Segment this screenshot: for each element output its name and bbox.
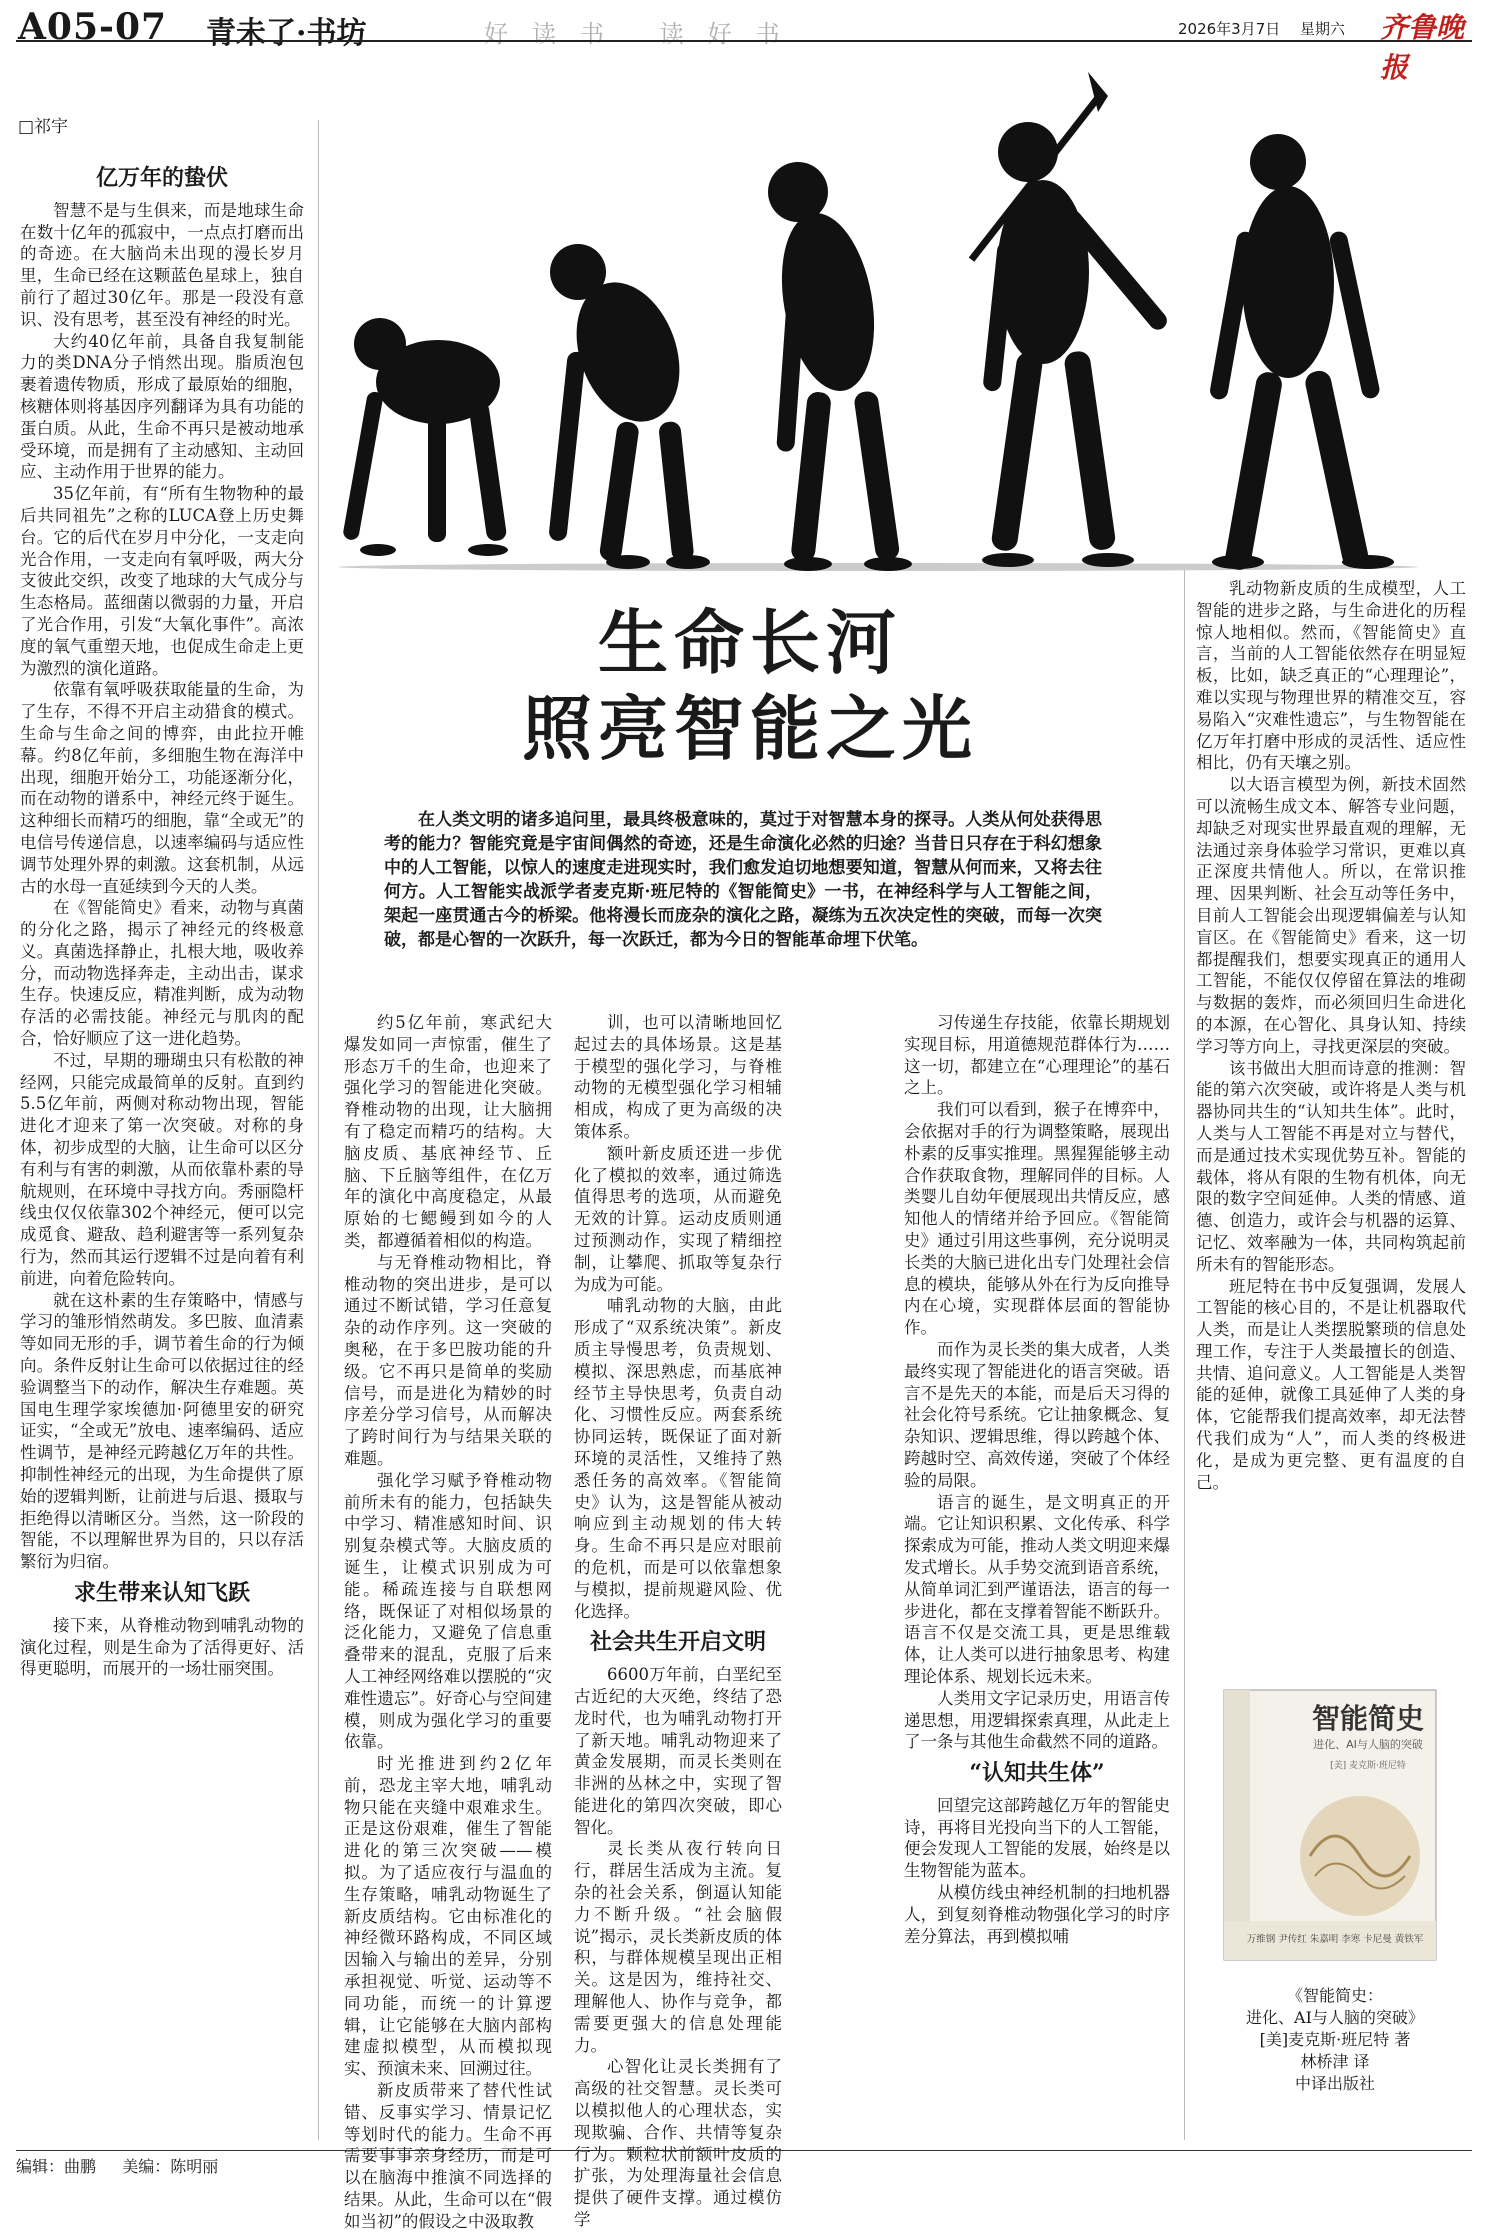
column-3 <box>574 1012 782 2231</box>
paragraph: 而作为灵长类的集大成者，人类最终实现了智能进化的语言突破。语言不是先天的本能，而是后天习得的社会化符号系统。它让抽象概念、复杂知识、逻辑思维，得以跨越个体、跨越时空、高效传递，突破了个体经验的局限。 <box>904 1339 1170 1490</box>
paragraph: 哺乳动物的大脑，由此形成了“双系统决策”。新皮质主导慢思考，负责规划、模拟、深思熟虑，而基底神经节主导快思考，负责自动化、习惯性反应。两套系统协同运转，既保证了面对新环境的灵活性，又维持了熟悉任务的高效率。《智能简史》认为，这是智能从被动响应到主动规划的伟大转身。生命不再只是应对眼前的危机，而是可以依靠想象与模拟，提前规避风险、优化选择。 <box>574 1296 782 1621</box>
book-cover-subtitle: 进化、AI与人脑的突破 <box>1313 1738 1423 1751</box>
paragraph: 智慧不是与生俱来，而是地球生命在数十亿年的孤寂中，一点点打磨而出的奇迹。在大脑尚未出现的漫长岁月里，生命已经在这颗蓝色星球上，独自前行了超过30亿年。那是一段没有意识、没有思考，甚至没有神经的时光。 <box>20 200 304 329</box>
issue-weekday: 星期六 <box>1300 20 1346 38</box>
paragraph: 在《智能简史》看来，动物与真菌的分化之路，揭示了神经元的终极意义。真菌选择静止，扎根大地，吸收养分，而动物选择奔走，主动出击，谋求生存。快速反应，精准判断，成为动物存活的必需技能。神经元与肌肉的配合，恰好顺应了这一进化趋势。 <box>20 898 304 1049</box>
footer-rule <box>16 2150 1472 2151</box>
headline-line1: 生命长河 <box>598 601 902 684</box>
column-4 <box>904 1012 1170 1947</box>
book-cover-recommenders: 万维钢 尹传红 朱嘉明 李寒 卡尼曼 黄铁军 <box>1246 1934 1424 1945</box>
book-caption <box>1210 1985 1460 2095</box>
paragraph: 不过，早期的珊瑚虫只有松散的神经网，只能完成最简单的反射。直到约5.5亿年前，两侧对称动物出现，智能进化才迎来了第一次突破。对称的身体，初步成型的大脑，让生命可以区分有利与有害的刺激，从而依靠朴素的导航规则，在环境中寻找方向。秀丽隐杆线虫仅仅依靠302个神经元，便可以完成觅食、避敌、趋利避害等一系列复杂行为，然而其运行逻辑不过是向着有利前进，向着危险转向。 <box>20 1050 304 1288</box>
paragraph: 语言的诞生，是文明真正的开端。它让知识积累、文化传承、科学探索成为可能，推动人类文明迎来爆发式增长。从手势交流到语音系统，从简单词汇到严谨语法，语言的每一步进化，都在支撑着智能不断跃升。语言不仅是交流工具，更是思维载体，让人类可以进行抽象思考、构建理论体系、规划长远未来。 <box>904 1492 1170 1686</box>
paragraph: 灵长类从夜行转向日行，群居生活成为主流。复杂的社会关系，倒逼认知能力不断升级。“社会脑假说”揭示，灵长类新皮质的体积，与群体规模呈现出正相关。这是因为，维持社交、理解他人、协作与竞争，都需要更强大的信息处理能力。 <box>574 1839 782 2055</box>
footer <box>16 2154 218 2177</box>
newspaper-logo: 齐鲁晚报 <box>1380 11 1465 84</box>
paragraph: 人类用文字记录历史，用语言传递思想，用逻辑探索真理，从此走上了一条与其他生命截然不同的道路。 <box>904 1688 1170 1752</box>
paragraph: 训，也可以清晰地回忆起过去的具体场景。这是基于模型的强化学习，与脊椎动物的无模型强化学习相辅相成，构成了更为高级的决策体系。 <box>574 1013 782 1141</box>
paragraph: 35亿年前，有“所有生物物种的最后共同祖先”之称的LUCA登上历史舞台。它的后代在岁月中分化，一支走向光合作用，一支走向有氧呼吸，两大分支彼此交织，改变了地球的大气成分与生态格局。蓝细菌以微弱的力量，开启了光合作用，引发“大氧化事件”。高浓度的氧气重塑天地，也促成生命走上更为激烈的演化道路。 <box>20 484 304 678</box>
issue-date: 2026年3月7日 <box>1178 20 1281 38</box>
paragraph: 我们可以看到，猴子在博弈中，会依据对手的行为调整策略，展现出朴素的反事实推理。黑猩猩能够主动合作获取食物，理解同伴的目标。人类婴儿自幼年便展现出共情反应，感知他人的情绪并给予回应。《智能简史》通过引用这些事例，充分说明灵长类的大脑已进化出专门处理社会信息的模块，能够从外在行为反向推导内在心境，实现群体层面的智能协作。 <box>904 1100 1170 1338</box>
lead-paragraph <box>384 808 1102 952</box>
column-5 <box>1196 578 1466 1493</box>
paragraph: 心智化让灵长类拥有了高级的社交智慧。灵长类可以模拟他人的心理状态，实现欺骗、合作、共情等复杂行为。颗粒状前额叶皮质的扩张，为处理海量社会信息提供了硬件支撑。通过模仿学 <box>574 2057 782 2230</box>
subheading: “认知共生体” <box>969 1760 1105 1787</box>
byline: □祁宇 <box>18 117 69 137</box>
lead-text: 在人类文明的诸多追问里，最具终极意味的，莫过于对智慧本身的探寻。人类从何处获得思考的能力？智能究竟是宇宙间偶然的奇迹，还是生命演化必然的归途？当昔日只存在于科幻想象中的人工智能，以惊人的速度走进现实时，我们愈发迫切地想要知道，智慧从何而来，又将去往何方。人工智能实战派学者麦克斯·班尼特的《智能简史》一书，在神经科学与人工智能之间，架起一座贯通古今的桥梁。他将漫长而庞杂的演化之路，凝练为五次决定性的突破，而每一次突破，都是心智的一次跃升，每一次跃迁，都为今日的智能革命埋下伏笔。 <box>384 810 1102 950</box>
paragraph: 该书做出大胆而诗意的推测：智能的第六次突破，或许将是人类与机器协同共生的“认知共生体”。此时，人类与人工智能不再是对立与替代，而是通过技术实现优势互补。智能的载体，将从有限的生物有机体，向无限的数字空间延伸。人类的情感、道德、创造力，或许会与机器的运算、记忆、效率融为一体，共同构筑起前所未有的智能形态。 <box>1196 1058 1466 1274</box>
masthead-rule <box>16 40 1472 42</box>
caption-translator: 林桥津 译 <box>1300 2052 1370 2071</box>
paragraph: 强化学习赋予脊椎动物前所未有的能力，包括缺失中学习、精准感知时间、识别复杂模式等。大脑皮质的诞生，让模式识别成为可能。稀疏连接与自联想网络，既保证了对相似场景的泛化能力，又避免了信息重叠带来的混乱，克服了后来人工神经网络难以摆脱的“灾难性遗忘”。好奇心与空间建模，则成为强化学习的重要依靠。 <box>344 1470 552 1752</box>
human-evolution-illustration <box>318 62 1446 572</box>
paragraph: 与无脊椎动物相比，脊椎动物的突出进步，是可以通过不断试错，学习任意复杂的动作序列。这一突破的奥秘，在于多巴胺功能的升级。它不再只是简单的奖励信号，而是进化为精妙的时序差分学习信号，从而解决了跨时间行为与结果关联的难题。 <box>344 1252 552 1468</box>
paragraph: 新皮质带来了替代性试错、反事实学习、情景记忆等划时代的能力。生命不再需要事事亲身经历，而是可以在脑海中推演不同选择的结果。从此，生命可以在“假如当初”的假设之中汲取教 <box>344 2081 552 2231</box>
column-1 <box>20 158 304 1680</box>
section-slogan: 好读书 读好书 <box>484 20 804 48</box>
paragraph: 大约40亿年前，具备自我复制能力的类DNA分子悄然出现。脂质泡包裹着遗传物质，形成了最原始的细胞，核糖体则将基因序列翻译为具有功能的蛋白质。从此，生命不再只是被动地承受环境，而是拥有了主动感知、主动回应、主动作用于世界的能力。 <box>20 331 304 482</box>
paragraph: 习传递生存技能，依靠长期规划实现目标，用道德规范群体行为……这一切，都建立在“心理理论”的基石之上。 <box>904 1013 1170 1098</box>
subheading: 求生带来认知飞跃 <box>73 1580 250 1606</box>
column-2 <box>344 1012 552 2233</box>
paragraph: 额叶新皮质还进一步优化了模拟的效率，通过筛选值得思考的选项，从而避免无效的计算。运动皮质则通过预测动作，实现了精细控制，让攀爬、抓取等复杂行为成为可能。 <box>574 1143 782 1294</box>
paragraph: 班尼特在书中反复强调，发展人工智能的核心目的，不是让机器取代人类，而是让人类摆脱繁琐的信息处理工作，专注于人类最擅长的创造、共情、追问意义。人工智能是人类智能的延伸，就像工具延伸了人类的身体，它能帮我们提高效率，却无法替代我们成为“人”，而人类的终极进化，是成为更完整、更有温度的自己。 <box>1196 1276 1466 1492</box>
footer-designer: 美编：陈明丽 <box>122 2157 219 2176</box>
paragraph: 乳动物新皮质的生成模型，人工智能的进步之路，与生命进化的历程惊人地相似。然而，《智能简史》直言，当前的人工智能依然存在明显短板，比如，缺乏真正的“心理理论”，难以实现与物理世界的精准交互，容易陷入“灾难性遗忘”，与生物智能在亿万年打磨中形成的灵活性、适应性相比，仍有天壤之别。 <box>1196 579 1466 773</box>
paragraph: 依靠有氧呼吸获取能量的生命，为了生存，不得不开启主动猎食的模式。生命与生命之间的博弈，由此拉开帷幕。约8亿年前，多细胞生物在海洋中出现，细胞开始分工，功能逐渐分化，而在动物的谱系中，神经元终于诞生。这种细长而精巧的细胞，靠“全或无”的电信号传递信息，以速率编码与适应性调节处理外界的刺激。这套机制，从远古的水母一直延续到今天的人类。 <box>20 680 304 896</box>
book-cover-title: 智能简史 <box>1311 1702 1425 1735</box>
caption-publisher: 中译出版社 <box>1294 2074 1375 2093</box>
book-cover-illustration <box>1220 1686 1440 1964</box>
paragraph: 从模仿线虫神经机制的扫地机器人，到复刻脊椎动物强化学习的时序差分算法，再到模拟哺 <box>904 1883 1170 1946</box>
headline <box>470 600 1030 772</box>
page-number: A05-07 <box>18 6 168 48</box>
paragraph: 时光推进到约2亿年前，恐龙主宰大地，哺乳动物只能在夹缝中艰难求生。正是这份艰难，催生了智能进化的第三次突破——模拟。为了适应夜行与温血的生存策略，哺乳动物诞生了新皮质结构。它由标准化的神经微环路构成，不同区域因输入与输出的差异，分别承担视觉、听觉、运动等不同功能，而统一的计算逻辑，让它能够在大脑内部构建虚拟模型，从而模拟现实、预演未来、回溯过往。 <box>344 1754 552 2079</box>
paragraph: 约5亿年前，寒武纪大爆发如同一声惊雷，催生了形态万千的生命，也迎来了强化学习的智能进化突破。脊椎动物的出现，让大脑拥有了稳定而精巧的结构。大脑皮质、基底神经节、丘脑、下丘脑等组件，在亿万年的演化中高度稳定，从最原始的七鳃鳗到如今的人类，都遵循着相似的构造。 <box>344 1013 552 1250</box>
paragraph: 6600万年前，白垩纪至古近纪的大灭绝，终结了恐龙时代，也为哺乳动物打开了新天地。哺乳动物迎来了黄金发展期，而灵长类则在非洲的丛林之中，实现了智能进化的第四次突破，即心智化。 <box>574 1665 782 1837</box>
column-rule <box>318 120 319 2140</box>
subheading: 社会共生开启文明 <box>589 1629 766 1656</box>
caption-author: [美]麦克斯·班尼特 著 <box>1259 2030 1411 2049</box>
paragraph: 以大语言模型为例，新技术固然可以流畅生成文本、解答专业问题，却缺乏对现实世界最直观的理解，无法通过亲身体验学习常识，更难以真正深度共情他人。所以，在常识推理、因果判断、社会互动等任务中，目前人工智能会出现逻辑偏差与认知盲区。在《智能简史》看来，这一切都提醒我们，想要实现真正的通用人工智能，不能仅仅停留在算法的堆砌与数据的轰炸，而必须回归生命进化的本源，在心智化、具身认知、持续学习等方向上，寻找更深层的突破。 <box>1196 775 1466 1056</box>
paragraph: 回望完这部跨越亿万年的智能史诗，再将目光投向当下的人工智能，便会发现人工智能的发展，始终是以生物智能为蓝本。 <box>904 1795 1170 1881</box>
headline-line2: 照亮智能之光 <box>522 687 978 770</box>
paragraph: 接下来，从脊椎动物到哺乳动物的演化过程，则是生命为了活得更好、活得更聪明，而展开的一场壮丽突围。 <box>20 1615 304 1679</box>
footer-editor: 编辑：曲鹏 <box>16 2157 97 2176</box>
caption-title: 《智能简史： <box>1286 1986 1383 2005</box>
caption-subtitle: 进化、AI与人脑的突破》 <box>1246 2008 1424 2027</box>
subheading: 亿万年的蛰伏 <box>95 165 228 191</box>
column-rule <box>1184 570 1185 2140</box>
book-cover-author: [美] 麦克斯·班尼特 <box>1330 1761 1406 1771</box>
paragraph: 就在这朴素的生存策略中，情感与学习的雏形悄然萌发。多巴胺、血清素等如同无形的手，调节着生命的行为倾向。条件反射让生命可以依据过往的经验调整当下的动作，解决生存难题。英国电生理学家埃德加·阿德里安的研究证实，“全或无”放电、速率编码、适应性调节，是神经元跨越亿万年的共性。抑制性神经元的出现，为生命提供了原始的逻辑判断，让前进与后退、摄取与拒绝得以清晰区分。当然，这一阶段的智能，不以理解世界为目的，只以存活繁衍为归宿。 <box>20 1290 304 1572</box>
section-title: 青未了·书坊 <box>206 16 367 51</box>
